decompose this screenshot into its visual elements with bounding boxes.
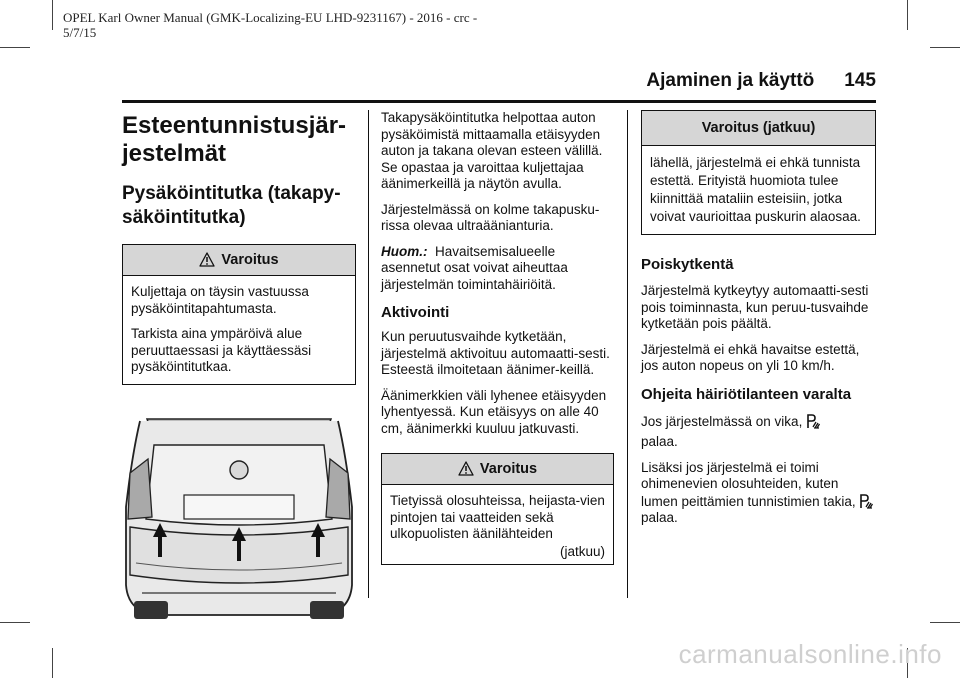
section-heading: Poiskytkentä bbox=[641, 256, 734, 273]
parking-sensor-icon bbox=[806, 413, 820, 429]
warning-header: Varoitus (jatkuu) bbox=[642, 111, 875, 146]
column-1 bbox=[122, 110, 356, 625]
car-rear-sensors-illustration bbox=[122, 415, 356, 625]
paragraph: Järjestelmä ei ehkä havaitse estettä, jos auton nopeus on yli 10 km/h. bbox=[641, 341, 860, 373]
crop-mark bbox=[52, 648, 53, 678]
warning-title: Varoitus bbox=[479, 461, 538, 477]
column-divider bbox=[627, 110, 628, 598]
warning-body bbox=[123, 276, 355, 384]
paragraph-text: Lisäksi jos järjestelmä ei toimi ohimenevien olosuhteiden, kuten lumen peittämien tunnistimien takia, bbox=[641, 459, 856, 509]
crop-mark bbox=[930, 622, 960, 623]
crop-mark bbox=[930, 47, 960, 48]
paragraph: Järjestelmässä on kolme takapusku-rissa olevaa ultraäänianturia. bbox=[381, 201, 600, 233]
crop-mark bbox=[52, 0, 53, 30]
section-heading: Aktivointi bbox=[381, 304, 450, 321]
document-meta: OPEL Karl Owner Manual (GMK-Localizing-EU LHD-9231167) - 2016 - crc - 5/7/15 bbox=[63, 10, 478, 40]
warning-text: Kuljettaja on täysin vastuussa pysäköintitapahtumasta. bbox=[131, 284, 309, 316]
paragraph: Takapysäköintitutka helpottaa auton pysäköimistä mittaamalla etäisyyden auton ja takana olevan esteen välillä. Se opastaa ja varoittaa kuljettajaa äänimerkeillä ja näytön avulla. bbox=[381, 110, 603, 191]
page-title: Esteentunnistusjär- jestelmät bbox=[122, 112, 347, 167]
warning-triangle-icon bbox=[199, 252, 215, 267]
warning-title: Varoitus bbox=[221, 252, 279, 268]
warning-text: lähellä, järjestelmä ei ehkä tunnista estettä. Erityistä huomiota tulee kiinnittää mataliin esteisiin, jotka voivat vaurioittaa puskurin alaosaa. bbox=[650, 155, 861, 224]
parking-sensor-icon bbox=[859, 493, 873, 509]
warning-body bbox=[642, 146, 875, 234]
crop-mark bbox=[0, 622, 30, 623]
header-rule bbox=[122, 100, 876, 103]
warning-header bbox=[382, 454, 613, 485]
warning-body bbox=[382, 485, 613, 564]
paragraph: Äänimerkkien väli lyhenee etäisyyden lyhentyessä. Kun etäisyys on alle 40 cm, äänimerkki kuuluu jatkuvasti. bbox=[381, 387, 607, 436]
paragraph: Järjestelmä kytkeytyy automaatti-sesti pois toiminnasta, kun peruu-tusvaihde kytketään pois päältä. bbox=[641, 283, 869, 331]
column-2 bbox=[381, 110, 614, 565]
paragraph-text: palaa. bbox=[641, 434, 678, 449]
page-number: 145 bbox=[844, 70, 876, 91]
continued-label: (jatkuu) bbox=[559, 543, 605, 559]
column-3 bbox=[641, 110, 876, 527]
section-heading: Ohjeita häiriötilanteen varalta bbox=[641, 385, 852, 403]
crop-mark bbox=[907, 0, 908, 30]
paragraph bbox=[641, 460, 876, 527]
section-title: Ajaminen ja käyttö bbox=[646, 70, 815, 91]
warning-box bbox=[122, 244, 356, 385]
warning-text: Tarkista aina ympäröivä alue peruuttaessasi ja käyttäessäsi pysäköintitutkaa. bbox=[131, 326, 312, 374]
warning-triangle-icon bbox=[458, 461, 474, 476]
paragraph: Kun peruutusvaihde kytketään, järjestelmä aktivoituu automaatti-sesti. Esteestä ilmoitetaan äänimer-keillä. bbox=[381, 329, 610, 377]
warning-header bbox=[123, 245, 355, 276]
running-head bbox=[600, 70, 876, 92]
column-divider bbox=[368, 110, 369, 598]
section-heading: Pysäköintitutka (takapy- säköintitutka) bbox=[122, 183, 341, 228]
warning-box bbox=[381, 453, 614, 565]
note bbox=[381, 244, 614, 294]
note-text: Havaitsemisalueelle asennetut osat voivat aiheuttaa järjestelmän toimintahäiriöitä. bbox=[381, 243, 568, 292]
watermark: carmanualsonline.info bbox=[678, 639, 942, 669]
paragraph-text: palaa. bbox=[641, 510, 678, 525]
paragraph bbox=[641, 413, 876, 431]
paragraph-text: Jos järjestelmässä on vika, bbox=[641, 413, 803, 429]
warning-text: Tietyissä olosuhteissa, heijasta-vien pintojen tai vaatteiden sekä ulkopuolisten äänilähteiden bbox=[390, 493, 605, 541]
crop-mark bbox=[0, 47, 30, 48]
warning-box bbox=[641, 110, 876, 235]
note-label: Huom.: bbox=[381, 243, 428, 259]
